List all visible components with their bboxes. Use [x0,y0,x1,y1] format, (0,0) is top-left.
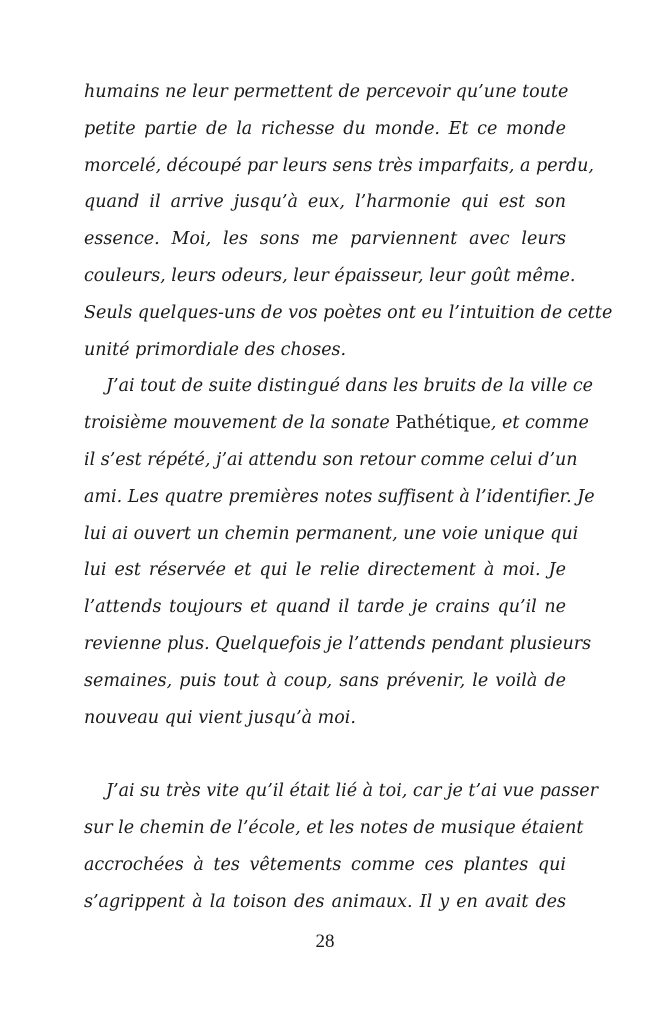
text-line: nouveau qui vient jusqu’à moi. [84,707,356,728]
text-line: quand il arrive jusqu’à eux, l’harmonie qui est son [84,192,566,213]
sonata-title: Pathétique [395,413,491,434]
text-line: J’ai su très vite qu’il était lié à toi, car je t’ai vue passer [106,781,599,802]
text-line [84,405,589,442]
text-line: accrochées à tes vêtements comme ces plantes qui [84,854,566,875]
paragraph-3 [84,773,599,920]
text-line: sur le chemin de l’école, et les notes de musique étaient [84,817,584,838]
page-body [84,74,613,920]
page-number: 28 [315,931,335,952]
text-line: Seuls quelques-uns de vos poètes ont eu l’intuition de cette [84,302,613,323]
text-line: lui est réservée et qui le relie directement à moi. Je [84,560,566,581]
text-line: petite partie de la richesse du monde. Et ce monde [84,118,566,139]
paragraph-2 [84,368,595,736]
text-line: s’agrippent à la toison des animaux. Il y en avait des [84,891,566,912]
text-line: il s’est répété, j’ai attendu son retour comme celui d’un [84,449,578,470]
text-fragment: troisième mouvement de la sonate [84,413,396,434]
text-line: revienne plus. Quelquefois je l’attends pendant plusieurs [84,633,592,654]
text-line: lui ai ouvert un chemin permanent, une voie unique qui [84,523,579,544]
text-line: unité primordiale des choses. [84,339,347,360]
text-line: morcelé, découpé par leurs sens très imparfaits, a perdu, [84,155,594,176]
paragraph-break [84,736,566,773]
text-line: l’attends toujours et quand il tarde je crains qu’il ne [84,597,566,618]
text-line: J’ai tout de suite distingué dans les bruits de la ville ce [106,376,594,397]
text-line: essence. Moi, les sons me parviennent avec leurs [84,229,566,250]
paragraph-1 [84,74,613,368]
text-line: semaines, puis tout à coup, sans prévenir, le voilà de [84,670,566,691]
text-line: couleurs, leurs odeurs, leur épaisseur, leur goût même. [84,265,576,286]
text-line: ami. Les quatre premières notes suffisent à l’identifier. Je [84,486,595,507]
text-line: humains ne leur permettent de percevoir qu’une toute [84,82,569,102]
text-fragment: , et comme [490,413,589,434]
